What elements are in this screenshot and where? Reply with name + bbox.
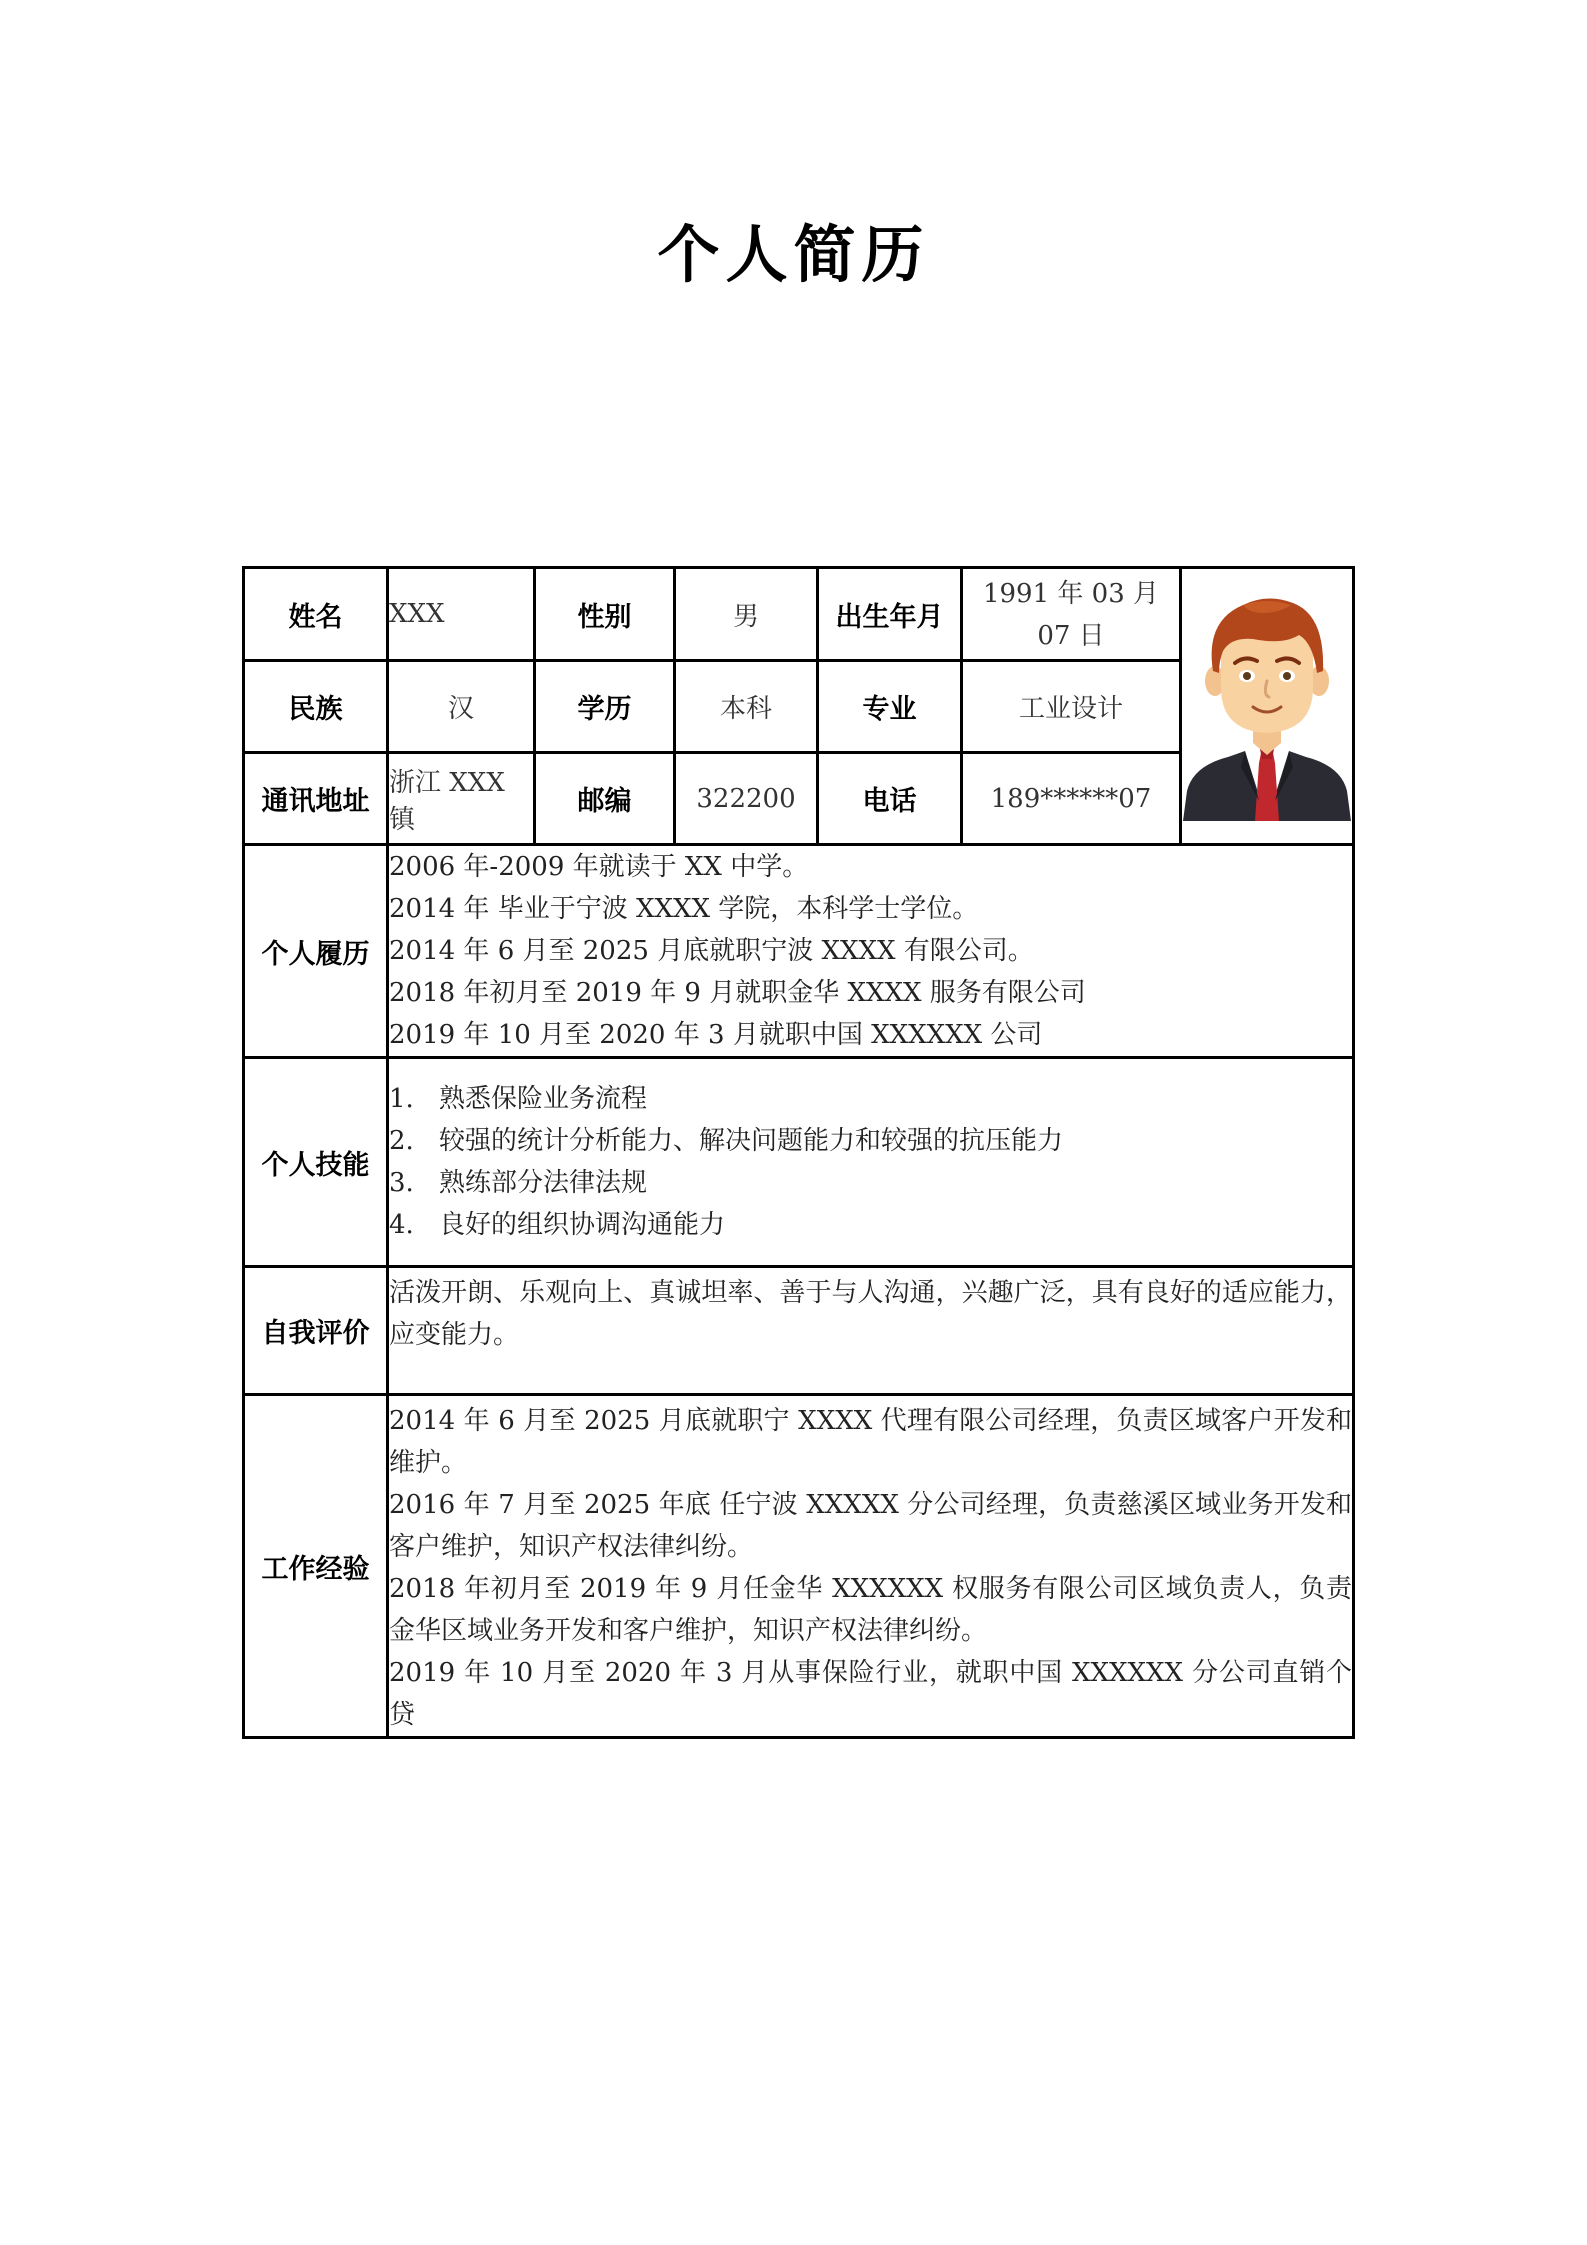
address-label: 通讯地址 — [244, 753, 388, 845]
list-item — [389, 1162, 1352, 1204]
row-self-eval — [244, 1267, 1354, 1395]
major-label: 专业 — [818, 661, 962, 753]
resume-table — [242, 566, 1355, 1739]
postcode-label: 邮编 — [535, 753, 675, 845]
list-item — [389, 1204, 1352, 1246]
birth-label: 出生年月 — [818, 568, 962, 661]
row-history — [244, 845, 1354, 1058]
list-item: 2014 年 6 月至 2025 月底就职宁波 XXXX 有限公司。 — [389, 936, 1034, 966]
list-item — [389, 1078, 1352, 1120]
history-label: 个人履历 — [244, 845, 388, 1058]
skills-label: 个人技能 — [244, 1058, 388, 1267]
list-item: 2018 年初月至 2019 年 9 月就职金华 XXXX 服务有限公司 — [389, 978, 1086, 1008]
item-number: 1. — [389, 1084, 414, 1114]
item-number: 3. — [389, 1168, 414, 1198]
ethnicity-label: 民族 — [244, 661, 388, 753]
list-item: 2018 年初月至 2019 年 9 月任金华 XXXXXX 权服务有限公司区域负责人，负责金华区域业务开发和客户维护，知识产权法律纠纷。 — [389, 1574, 1352, 1646]
history-list — [389, 846, 1352, 1056]
item-text: 熟练部分法律法规 — [439, 1168, 648, 1198]
address-value: 浙江 XXX 镇 — [388, 753, 535, 845]
major-value: 工业设计 — [962, 661, 1181, 753]
item-text: 熟悉保险业务流程 — [439, 1084, 648, 1114]
postcode-value: 322200 — [675, 753, 818, 845]
skills-list — [389, 1078, 1352, 1246]
list-item: 2019 年 10 月至 2020 年 3 月就职中国 XXXXXX 公司 — [389, 1020, 1043, 1050]
work-cell — [388, 1395, 1354, 1738]
work-label: 工作经验 — [244, 1395, 388, 1738]
education-value: 本科 — [675, 661, 818, 753]
self-eval-label: 自我评价 — [244, 1267, 388, 1395]
phone-label: 电话 — [818, 753, 962, 845]
list-item: 2014 年 6 月至 2025 月底就职宁 XXXX 代理有限公司经理，负责区域客户开发和维护。 — [389, 1406, 1352, 1478]
education-label: 学历 — [535, 661, 675, 753]
list-item: 2006 年-2009 年就读于 XX 中学。 — [389, 852, 809, 882]
self-eval-cell — [388, 1267, 1354, 1395]
history-cell — [388, 845, 1354, 1058]
gender-value: 男 — [675, 568, 818, 661]
skills-cell — [388, 1058, 1354, 1267]
self-eval-text: 活泼开朗、乐观向上、真诚坦率、善于与人沟通，兴趣广泛，具有良好的适应能力，应变能力。 — [389, 1278, 1352, 1350]
name-value: XXX — [388, 568, 535, 661]
item-number: 4. — [389, 1210, 414, 1240]
list-item: 2019 年 10 月至 2020 年 3 月从事保险行业，就职中国 XXXXXX 分公司直销个贷 — [389, 1658, 1352, 1730]
birth-value: 1991 年 03 月 07 日 — [982, 579, 1160, 651]
birth-value-cell — [962, 568, 1181, 661]
name-label: 姓名 — [244, 568, 388, 661]
item-number: 2. — [389, 1126, 414, 1156]
row-skills — [244, 1058, 1354, 1267]
page-title: 个人简历 — [657, 218, 930, 291]
row-work — [244, 1395, 1354, 1738]
item-text: 良好的组织协调沟通能力 — [439, 1210, 726, 1240]
list-item: 2014 年 毕业于宁波 XXXX 学院，本科学士学位。 — [389, 894, 979, 924]
avatar — [1183, 591, 1351, 821]
photo-cell — [1181, 568, 1354, 845]
ethnicity-value: 汉 — [388, 661, 535, 753]
item-text: 较强的统计分析能力、解决问题能力和较强的抗压能力 — [439, 1126, 1064, 1156]
row-basic-1 — [244, 568, 1354, 661]
list-item: 2016 年 7 月至 2025 年底 任宁波 XXXXX 分公司经理，负责慈溪区域业务开发和客户维护，知识产权法律纠纷。 — [389, 1490, 1352, 1562]
list-item — [389, 1120, 1352, 1162]
phone-value: 189******07 — [962, 753, 1181, 845]
gender-label: 性别 — [535, 568, 675, 661]
work-list — [389, 1396, 1352, 1736]
